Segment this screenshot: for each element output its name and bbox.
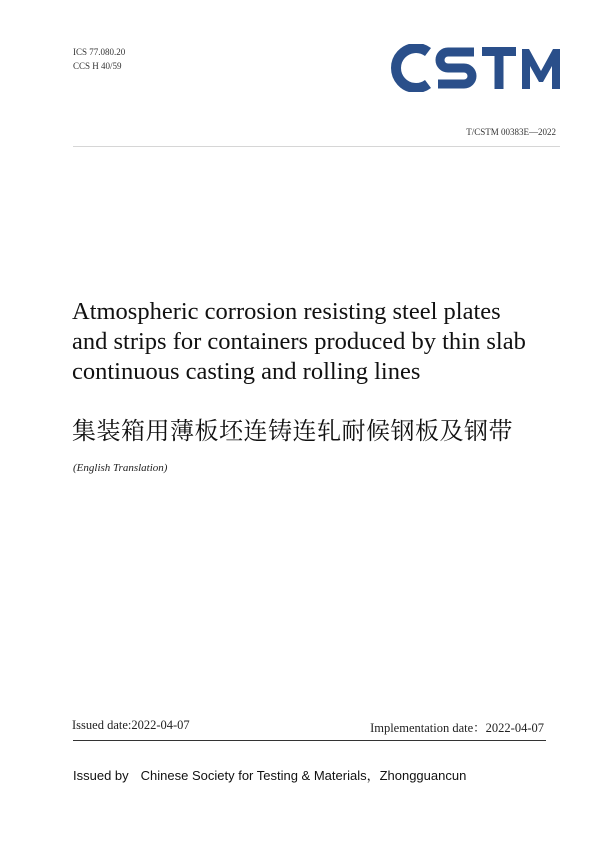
standard-number: T/CSTM 00383E—2022	[466, 127, 556, 137]
cstm-logo	[388, 44, 563, 92]
issued-date: Issued date:2022-04-07	[72, 718, 190, 732]
issued-by-label: Issued by	[73, 768, 129, 783]
ccs-code: CCS H 40/59	[73, 61, 122, 71]
classification-codes	[73, 45, 125, 73]
issuer-line	[73, 765, 466, 784]
header-divider	[73, 146, 560, 147]
footer-divider	[73, 740, 546, 741]
implementation-date: Implementation date：2022-04-07	[370, 721, 544, 735]
translation-note: (English Translation)	[73, 462, 168, 474]
chinese-title: 集装箱用薄板坯连铸连轧耐候钢板及钢带	[72, 417, 513, 445]
english-title	[72, 297, 572, 387]
english-title-line: and strips for containers produced by thin slab	[72, 328, 526, 355]
ics-code: ICS 77.080.20	[73, 47, 126, 57]
english-title-line: Atmospheric corrosion resisting steel plates	[72, 298, 501, 325]
issuer-name: Chinese Society for Testing & Materials，Zhongguancun	[140, 768, 467, 783]
english-title-line: continuous casting and rolling lines	[72, 358, 421, 385]
